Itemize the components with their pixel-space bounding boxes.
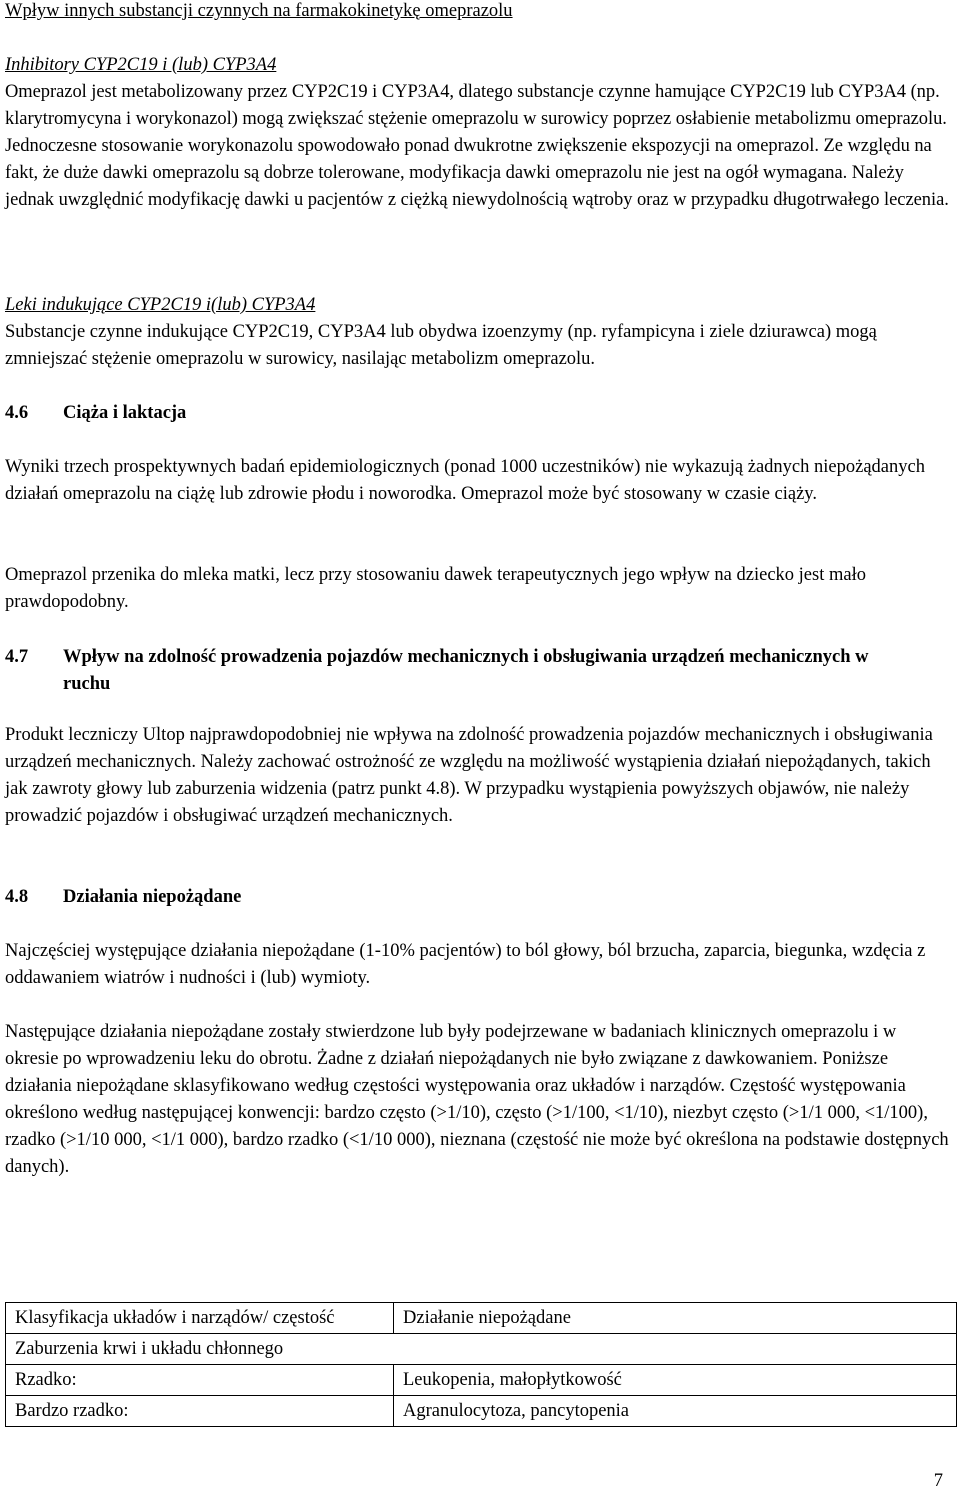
effect-cell: Leukopenia, małopłytkowość (394, 1365, 957, 1396)
section-number: 4.7 (5, 647, 29, 667)
common-effects-paragraph: Najczęściej występujące działania niepożądane (1-10% pacjentów) to ból głowy, ból brzucha, zaparcia, biegunka, wzdęcia z oddawaniem wiatrów i nudności i (lub) wymioty. (5, 941, 926, 988)
lactation-paragraph: Omeprazol przenika do mleka matki, lecz przy stosowaniu dawek terapeutycznych jego wpływ na dziecko jest mało prawdopodobny. (5, 565, 866, 612)
frequency-paragraph: Następujące działania niepożądane zostały stwierdzone lub były podejrzewane w badaniach klinicznych omeprazolu i w okresie po wprowadzeniu leku do obrotu. Żadne z działań niepożądanych nie było związane z dawkowaniem. Poniższe działania niepożądane sklasyfikowano według częstości występowania oraz układów i narządów. Częstość występowania określono według następującej konwencji: bardzo często (>1/10), często (>1/100, <1/10), niezbyt często (>1/1 000, <1/100), rzadko (>1/10 000, <1/1 000), bardzo rzadko (<1/10 000), nieznana (częstość nie może być określona na podstawie dostępnych danych). (5, 1022, 949, 1177)
adverse-effects-table (5, 1302, 957, 1427)
section-4-8-heading (5, 884, 950, 911)
column-header-effect: Działanie niepożądane (394, 1303, 957, 1334)
system-organ-class: Zaburzenia krwi i układu chłonnego (6, 1334, 957, 1365)
section-heading: Wpływ na zdolność prowadzenia pojazdów mechanicznych i obsługiwania urządzeń mechanicznych w ruchu (63, 647, 869, 694)
inducers-paragraph: Substancje czynne indukujące CYP2C19, CYP3A4 lub obydwa izoenzymy (np. ryfampicyna i ziele dziurawca) mogą zmniejszać stężenie omeprazolu w surowicy, nasilając metabolizm omeprazolu. (5, 322, 877, 369)
page-number: 7 (933, 1471, 943, 1491)
section-4-7-heading (5, 644, 950, 698)
inhibitors-section (5, 52, 950, 214)
table-header-row (6, 1303, 957, 1334)
section-number: 4.6 (5, 403, 29, 423)
section-heading: Działania niepożądane (63, 887, 242, 907)
table-row (6, 1365, 957, 1396)
frequency-cell: Bardzo rzadko: (6, 1396, 394, 1427)
table-row (6, 1396, 957, 1427)
effect-cell: Agranulocytoza, pancytopenia (394, 1396, 957, 1427)
column-header-classification: Klasyfikacja układów i narządów/ częstość (6, 1303, 394, 1334)
driving-paragraph: Produkt leczniczy Ultop najprawdopodobniej nie wpływa na zdolność prowadzenia pojazdów mechanicznych i obsługiwania urządzeń mechanicznych. Należy zachować ostrożność ze względu na możliwość wystąpienia działań niepożądanych, takich jak zawroty głowy lub zaburzenia widzenia (patrz punkt 4.8). W przypadku wystąpienia powyższych objawów, nie należy prowadzić pojazdów i obsługiwać urządzeń mechanicznych. (5, 725, 933, 826)
inducers-heading: Leki indukujące CYP2C19 i(lub) CYP3A4 (5, 295, 316, 315)
section-4-6-heading (5, 400, 950, 427)
pregnancy-paragraph: Wyniki trzech prospektywnych badań epidemiologicznych (ponad 1000 uczestników) nie wykazują żadnych niepożądanych działań omeprazolu na ciążę lub zdrowie płodu i noworodka. Omeprazol może być stosowany w czasie ciąży. (5, 457, 925, 504)
section-heading: Ciąża i laktacja (63, 403, 187, 423)
inducers-section (5, 292, 950, 373)
section-number: 4.8 (5, 887, 29, 907)
inhibitors-paragraph: Omeprazol jest metabolizowany przez CYP2C19 i CYP3A4, dlatego substancje czynne hamujące CYP2C19 lub CYP3A4 (np. klarytromycyna i worykonazol) mogą zwiększać stężenie omeprazolu w surowicy poprzez osłabienie metabolizmu omeprazolu. Jednoczesne stosowanie worykonazolu spowodowało ponad dwukrotne zwiększenie ekspozycji na omeprazol. Ze względu na fakt, że duże dawki omeprazolu są dobrze tolerowane, modyfikacja dawki omeprazolu nie jest na ogół wymagana. Należy jednak uwzględnić modyfikację dawki u pacjentów z ciężką niewydolnością wątroby oraz w przypadku długotrwałego leczenia. (5, 82, 949, 210)
inhibitors-heading: Inhibitory CYP2C19 i (lub) CYP3A4 (5, 55, 277, 75)
frequency-cell: Rzadko: (6, 1365, 394, 1396)
table-group-row (6, 1334, 957, 1365)
section-title: Wpływ innych substancji czynnych na farmakokinetykę omeprazolu (5, 1, 513, 21)
